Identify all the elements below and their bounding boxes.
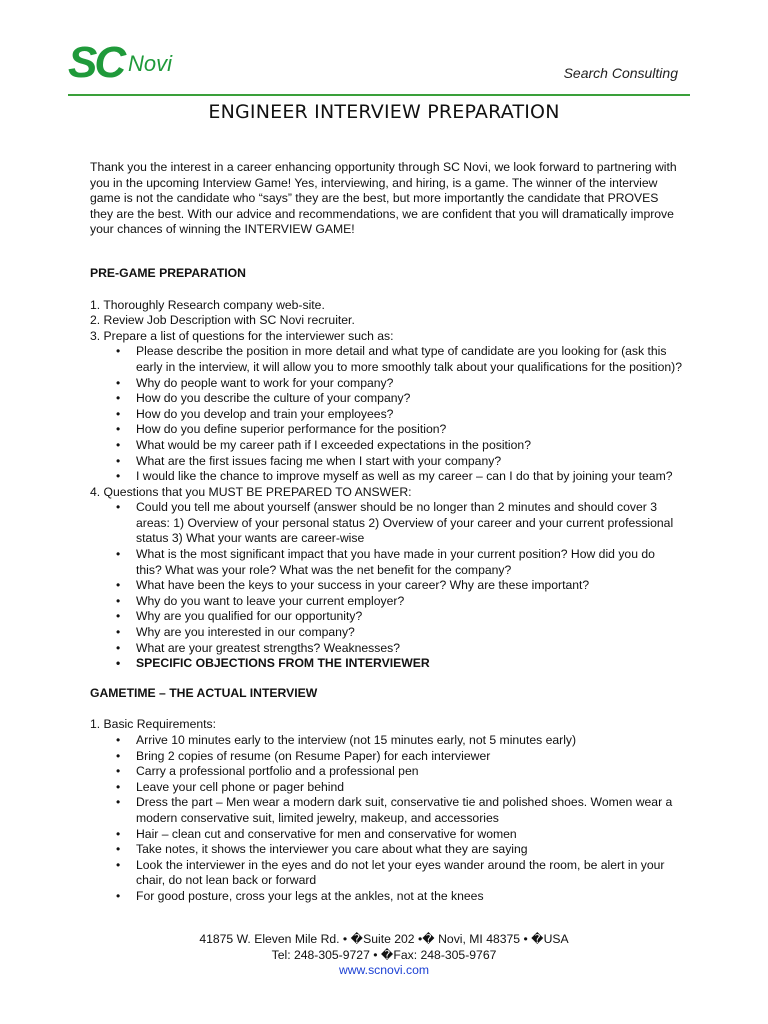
list-item: • Why do people want to work for your company?: [136, 376, 682, 392]
list-item: • Leave your cell phone or pager behind: [136, 780, 682, 796]
list-item: • Look the interviewer in the eyes and do not let your eyes wander around the room, be alert in your chair, do not lean back or forward: [136, 858, 682, 889]
section-heading-pregame: PRE-GAME PREPARATION: [90, 265, 246, 280]
section-heading-gametime: GAMETIME – THE ACTUAL INTERVIEW: [90, 685, 318, 700]
list-item: • What would be my career path if I exceeded expectations in the position?: [136, 438, 682, 454]
tagline: Search Consulting: [563, 65, 678, 81]
header-divider: [68, 94, 690, 96]
list-item: • Why are you qualified for our opportunity?: [136, 609, 682, 625]
list-item: • How do you describe the culture of your company?: [136, 391, 682, 407]
list-item: • What is the most significant impact that you have made in your current position? How did you do this? What was your role? What was the net benefit for the company?: [136, 547, 682, 578]
list-item: • What are the first issues facing me when I start with your company?: [136, 454, 682, 470]
prepared-answers-list: [90, 500, 682, 672]
list-item: • Please describe the position in more detail and what type of candidate are you looking for (ask this early in the interview, it will allow you to more smoothly talk about your qualifications for the position)?: [136, 344, 682, 375]
list-item: • What are your greatest strengths? Weaknesses?: [136, 641, 682, 657]
gametime-item-1: 1. Basic Requirements:: [90, 717, 216, 732]
footer-address: 41875 W. Eleven Mile Rd. • �Suite 202 •� Novi, MI 48375 • �USA: [199, 932, 569, 946]
document-body: [90, 160, 682, 905]
list-item: • How do you develop and train your employees?: [136, 407, 682, 423]
page-footer: [0, 932, 768, 979]
list-item: • I would like the chance to improve myself as well as my career – can I do that by joining your team?: [136, 469, 682, 485]
list-item: • Bring 2 copies of resume (on Resume Paper) for each interviewer: [136, 749, 682, 765]
list-item: • Take notes, it shows the interviewer you care about what they are saying: [136, 842, 682, 858]
pregame-item-1: 1. Thoroughly Research company web-site.: [90, 297, 325, 312]
interviewer-questions-list: [90, 344, 682, 484]
list-item: • Hair – clean cut and conservative for men and conservative for women: [136, 827, 682, 843]
intro-paragraph: Thank you the interest in a career enhancing opportunity through SC Novi, we look forward to partnering with you in the upcoming Interview Game! Yes, interviewing, and hiring, is a game. The winner of the interview game is not the candidate who “says” they are the best, but more importantly the candidate that PROVES they are the best. With our advice and recommendations, we are confident that you will dramatically improve your chances of winning the INTERVIEW GAME!: [90, 160, 677, 237]
list-item: • For good posture, cross your legs at the ankles, not at the knees: [136, 889, 682, 905]
logo-novi-text: Novi: [128, 51, 173, 76]
footer-website-link[interactable]: www.scnovi.com: [338, 963, 430, 978]
basic-requirements-list: [90, 733, 682, 905]
list-item: • Arrive 10 minutes early to the interview (not 15 minutes early, not 5 minutes early): [136, 733, 682, 749]
list-item: • How do you define superior performance for the position?: [136, 422, 682, 438]
company-logo: [68, 40, 178, 86]
list-item: • Why do you want to leave your current employer?: [136, 594, 682, 610]
pregame-item-3: 3. Prepare a list of questions for the interviewer such as:: [90, 328, 394, 343]
page-title: ENGINEER INTERVIEW PREPARATION: [208, 101, 560, 123]
list-item: • Could you tell me about yourself (answer should be no longer than 2 minutes and should cover 3 areas: 1) Overview of your personal status 2) Overview of your career and your current professional status 3) What your wants are career-wise: [136, 500, 682, 547]
list-item: • SPECIFIC OBJECTIONS FROM THE INTERVIEWER: [136, 656, 682, 672]
pregame-item-2: 2. Review Job Description with SC Novi recruiter.: [90, 313, 355, 328]
logo-sc-text: SC: [68, 38, 124, 87]
list-item: • Why are you interested in our company?: [136, 625, 682, 641]
list-item: • Dress the part – Men wear a modern dark suit, conservative tie and polished shoes. Women wear a modern conservative suit, limited jewelry, makeup, and accessories: [136, 795, 682, 826]
pregame-item-4: 4. Questions that you MUST BE PREPARED TO ANSWER:: [90, 484, 412, 499]
footer-phone: Tel: 248-305-9727 • �Fax: 248-305-9767: [271, 947, 497, 962]
list-item: • Carry a professional portfolio and a professional pen: [136, 764, 682, 780]
list-item: • What have been the keys to your success in your career? Why are these important?: [136, 578, 682, 594]
